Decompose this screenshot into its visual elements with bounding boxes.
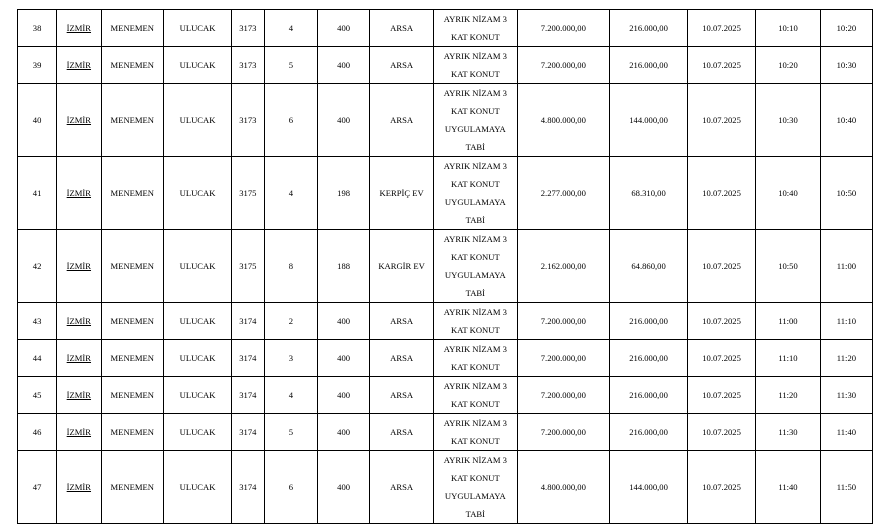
property-type-cell: ARSA: [370, 414, 434, 451]
block-number-cell: 3173: [232, 84, 265, 157]
estimated-value-cell: 4.800.000,00: [517, 451, 610, 524]
parcel-number-cell: 5: [264, 47, 318, 84]
row-number-cell: 40: [18, 84, 57, 157]
estimated-value-cell: 7.200.000,00: [517, 47, 610, 84]
parcel-number-cell: 5: [264, 414, 318, 451]
end-time-cell: 11:40: [820, 414, 872, 451]
zoning-line: UYGULAMAYA: [444, 124, 506, 134]
province-cell: İZMİR: [57, 303, 101, 340]
parcel-number-cell: 3: [264, 340, 318, 377]
block-number-cell: 3173: [232, 10, 265, 47]
table-row: [18, 84, 873, 157]
auction-date-cell: 10.07.2025: [687, 10, 755, 47]
parcel-number-cell: 2: [264, 303, 318, 340]
neighborhood-cell: ULUCAK: [164, 303, 232, 340]
estimated-value-cell: 7.200.000,00: [517, 340, 610, 377]
district-cell: MENEMEN: [101, 84, 163, 157]
parcel-number-cell: 4: [264, 157, 318, 230]
province-cell: İZMİR: [57, 230, 101, 303]
area-cell: 400: [318, 340, 370, 377]
end-time-cell: 10:30: [820, 47, 872, 84]
end-time-cell: 10:20: [820, 10, 872, 47]
area-cell: 400: [318, 377, 370, 414]
estimated-value-cell: 4.800.000,00: [517, 84, 610, 157]
zoning-cell: [434, 230, 517, 303]
area-cell: 400: [318, 10, 370, 47]
zoning-line: KAT KONUT: [450, 179, 500, 189]
start-time-cell: 11:10: [756, 340, 821, 377]
row-number-cell: 46: [18, 414, 57, 451]
end-time-cell: 11:00: [820, 230, 872, 303]
block-number-cell: 3175: [232, 157, 265, 230]
auction-date-cell: 10.07.2025: [687, 414, 755, 451]
area-cell: 400: [318, 414, 370, 451]
deposit-cell: 68.310,00: [610, 157, 688, 230]
estimated-value-cell: 2.162.000,00: [517, 230, 610, 303]
district-cell: MENEMEN: [101, 414, 163, 451]
province-cell: İZMİR: [57, 84, 101, 157]
zoning-line: AYRIK NİZAM 3: [443, 418, 507, 428]
district-cell: MENEMEN: [101, 303, 163, 340]
zoning-cell: [434, 377, 517, 414]
zoning-line: KAT KONUT: [450, 436, 500, 446]
zoning-line: KAT KONUT: [450, 106, 500, 116]
start-time-cell: 11:30: [756, 414, 821, 451]
deposit-cell: 216.000,00: [610, 340, 688, 377]
deposit-cell: 216.000,00: [610, 414, 688, 451]
zoning-line: TABİ: [465, 215, 486, 225]
district-cell: MENEMEN: [101, 230, 163, 303]
zoning-line: AYRIK NİZAM 3: [443, 14, 507, 24]
estimated-value-cell: 2.277.000,00: [517, 157, 610, 230]
table-row: [18, 10, 873, 47]
start-time-cell: 11:40: [756, 451, 821, 524]
zoning-line: KAT KONUT: [450, 399, 500, 409]
neighborhood-cell: ULUCAK: [164, 377, 232, 414]
zoning-line: KAT KONUT: [450, 69, 500, 79]
end-time-cell: 10:50: [820, 157, 872, 230]
district-cell: MENEMEN: [101, 377, 163, 414]
property-type-cell: ARSA: [370, 303, 434, 340]
end-time-cell: 10:40: [820, 84, 872, 157]
start-time-cell: 10:40: [756, 157, 821, 230]
table-row: [18, 451, 873, 524]
start-time-cell: 10:50: [756, 230, 821, 303]
table-body: [18, 10, 873, 524]
block-number-cell: 3173: [232, 47, 265, 84]
neighborhood-cell: ULUCAK: [164, 340, 232, 377]
block-number-cell: 3174: [232, 377, 265, 414]
zoning-line: AYRIK NİZAM 3: [443, 381, 507, 391]
auction-date-cell: 10.07.2025: [687, 47, 755, 84]
auction-table: [17, 9, 873, 524]
province-cell: İZMİR: [57, 451, 101, 524]
zoning-line: KAT KONUT: [450, 362, 500, 372]
table-row: [18, 340, 873, 377]
deposit-cell: 144.000,00: [610, 84, 688, 157]
row-number-cell: 42: [18, 230, 57, 303]
zoning-cell: [434, 10, 517, 47]
property-type-cell: ARSA: [370, 10, 434, 47]
auction-date-cell: 10.07.2025: [687, 377, 755, 414]
row-number-cell: 38: [18, 10, 57, 47]
parcel-number-cell: 4: [264, 377, 318, 414]
start-time-cell: 10:10: [756, 10, 821, 47]
province-cell: İZMİR: [57, 414, 101, 451]
estimated-value-cell: 7.200.000,00: [517, 377, 610, 414]
property-type-cell: KARGİR EV: [370, 230, 434, 303]
estimated-value-cell: 7.200.000,00: [517, 10, 610, 47]
row-number-cell: 44: [18, 340, 57, 377]
zoning-line: AYRIK NİZAM 3: [443, 161, 507, 171]
start-time-cell: 10:20: [756, 47, 821, 84]
table-row: [18, 230, 873, 303]
auction-date-cell: 10.07.2025: [687, 451, 755, 524]
zoning-line: UYGULAMAYA: [444, 270, 506, 280]
deposit-cell: 144.000,00: [610, 451, 688, 524]
end-time-cell: 11:30: [820, 377, 872, 414]
auction-date-cell: 10.07.2025: [687, 84, 755, 157]
district-cell: MENEMEN: [101, 10, 163, 47]
auction-date-cell: 10.07.2025: [687, 230, 755, 303]
property-type-cell: KERPİÇ EV: [370, 157, 434, 230]
block-number-cell: 3175: [232, 230, 265, 303]
property-type-cell: ARSA: [370, 84, 434, 157]
block-number-cell: 3174: [232, 303, 265, 340]
zoning-line: UYGULAMAYA: [444, 491, 506, 501]
property-type-cell: ARSA: [370, 340, 434, 377]
zoning-line: KAT KONUT: [450, 32, 500, 42]
zoning-cell: [434, 47, 517, 84]
zoning-line: AYRIK NİZAM 3: [443, 344, 507, 354]
zoning-cell: [434, 84, 517, 157]
row-number-cell: 45: [18, 377, 57, 414]
parcel-number-cell: 4: [264, 10, 318, 47]
property-type-cell: ARSA: [370, 451, 434, 524]
zoning-line: KAT KONUT: [450, 325, 500, 335]
zoning-line: UYGULAMAYA: [444, 197, 506, 207]
area-cell: 198: [318, 157, 370, 230]
zoning-cell: [434, 303, 517, 340]
auction-date-cell: 10.07.2025: [687, 157, 755, 230]
district-cell: MENEMEN: [101, 451, 163, 524]
deposit-cell: 64.860,00: [610, 230, 688, 303]
table-row: [18, 157, 873, 230]
district-cell: MENEMEN: [101, 157, 163, 230]
deposit-cell: 216.000,00: [610, 47, 688, 84]
zoning-line: AYRIK NİZAM 3: [443, 307, 507, 317]
parcel-number-cell: 6: [264, 84, 318, 157]
neighborhood-cell: ULUCAK: [164, 157, 232, 230]
end-time-cell: 11:20: [820, 340, 872, 377]
table-row: [18, 377, 873, 414]
parcel-number-cell: 8: [264, 230, 318, 303]
district-cell: MENEMEN: [101, 47, 163, 84]
zoning-cell: [434, 157, 517, 230]
end-time-cell: 11:10: [820, 303, 872, 340]
area-cell: 400: [318, 451, 370, 524]
zoning-cell: [434, 414, 517, 451]
row-number-cell: 41: [18, 157, 57, 230]
block-number-cell: 3174: [232, 451, 265, 524]
neighborhood-cell: ULUCAK: [164, 47, 232, 84]
estimated-value-cell: 7.200.000,00: [517, 303, 610, 340]
block-number-cell: 3174: [232, 340, 265, 377]
row-number-cell: 43: [18, 303, 57, 340]
auction-date-cell: 10.07.2025: [687, 340, 755, 377]
end-time-cell: 11:50: [820, 451, 872, 524]
zoning-line: KAT KONUT: [450, 473, 500, 483]
neighborhood-cell: ULUCAK: [164, 414, 232, 451]
deposit-cell: 216.000,00: [610, 377, 688, 414]
zoning-line: AYRIK NİZAM 3: [443, 51, 507, 61]
zoning-line: KAT KONUT: [450, 252, 500, 262]
province-cell: İZMİR: [57, 157, 101, 230]
province-cell: İZMİR: [57, 340, 101, 377]
neighborhood-cell: ULUCAK: [164, 230, 232, 303]
deposit-cell: 216.000,00: [610, 10, 688, 47]
auction-date-cell: 10.07.2025: [687, 303, 755, 340]
zoning-cell: [434, 451, 517, 524]
province-cell: İZMİR: [57, 10, 101, 47]
area-cell: 188: [318, 230, 370, 303]
start-time-cell: 11:20: [756, 377, 821, 414]
neighborhood-cell: ULUCAK: [164, 10, 232, 47]
property-type-cell: ARSA: [370, 377, 434, 414]
start-time-cell: 11:00: [756, 303, 821, 340]
table-row: [18, 414, 873, 451]
zoning-line: TABİ: [465, 288, 486, 298]
area-cell: 400: [318, 303, 370, 340]
parcel-number-cell: 6: [264, 451, 318, 524]
province-cell: İZMİR: [57, 377, 101, 414]
zoning-line: AYRIK NİZAM 3: [443, 455, 507, 465]
row-number-cell: 47: [18, 451, 57, 524]
province-cell: İZMİR: [57, 47, 101, 84]
zoning-cell: [434, 340, 517, 377]
block-number-cell: 3174: [232, 414, 265, 451]
table-row: [18, 47, 873, 84]
start-time-cell: 10:30: [756, 84, 821, 157]
deposit-cell: 216.000,00: [610, 303, 688, 340]
table-row: [18, 303, 873, 340]
area-cell: 400: [318, 84, 370, 157]
estimated-value-cell: 7.200.000,00: [517, 414, 610, 451]
neighborhood-cell: ULUCAK: [164, 84, 232, 157]
zoning-line: TABİ: [465, 509, 486, 519]
zoning-line: AYRIK NİZAM 3: [443, 234, 507, 244]
zoning-line: TABİ: [465, 142, 486, 152]
area-cell: 400: [318, 47, 370, 84]
property-type-cell: ARSA: [370, 47, 434, 84]
row-number-cell: 39: [18, 47, 57, 84]
zoning-line: AYRIK NİZAM 3: [443, 88, 507, 98]
district-cell: MENEMEN: [101, 340, 163, 377]
neighborhood-cell: ULUCAK: [164, 451, 232, 524]
